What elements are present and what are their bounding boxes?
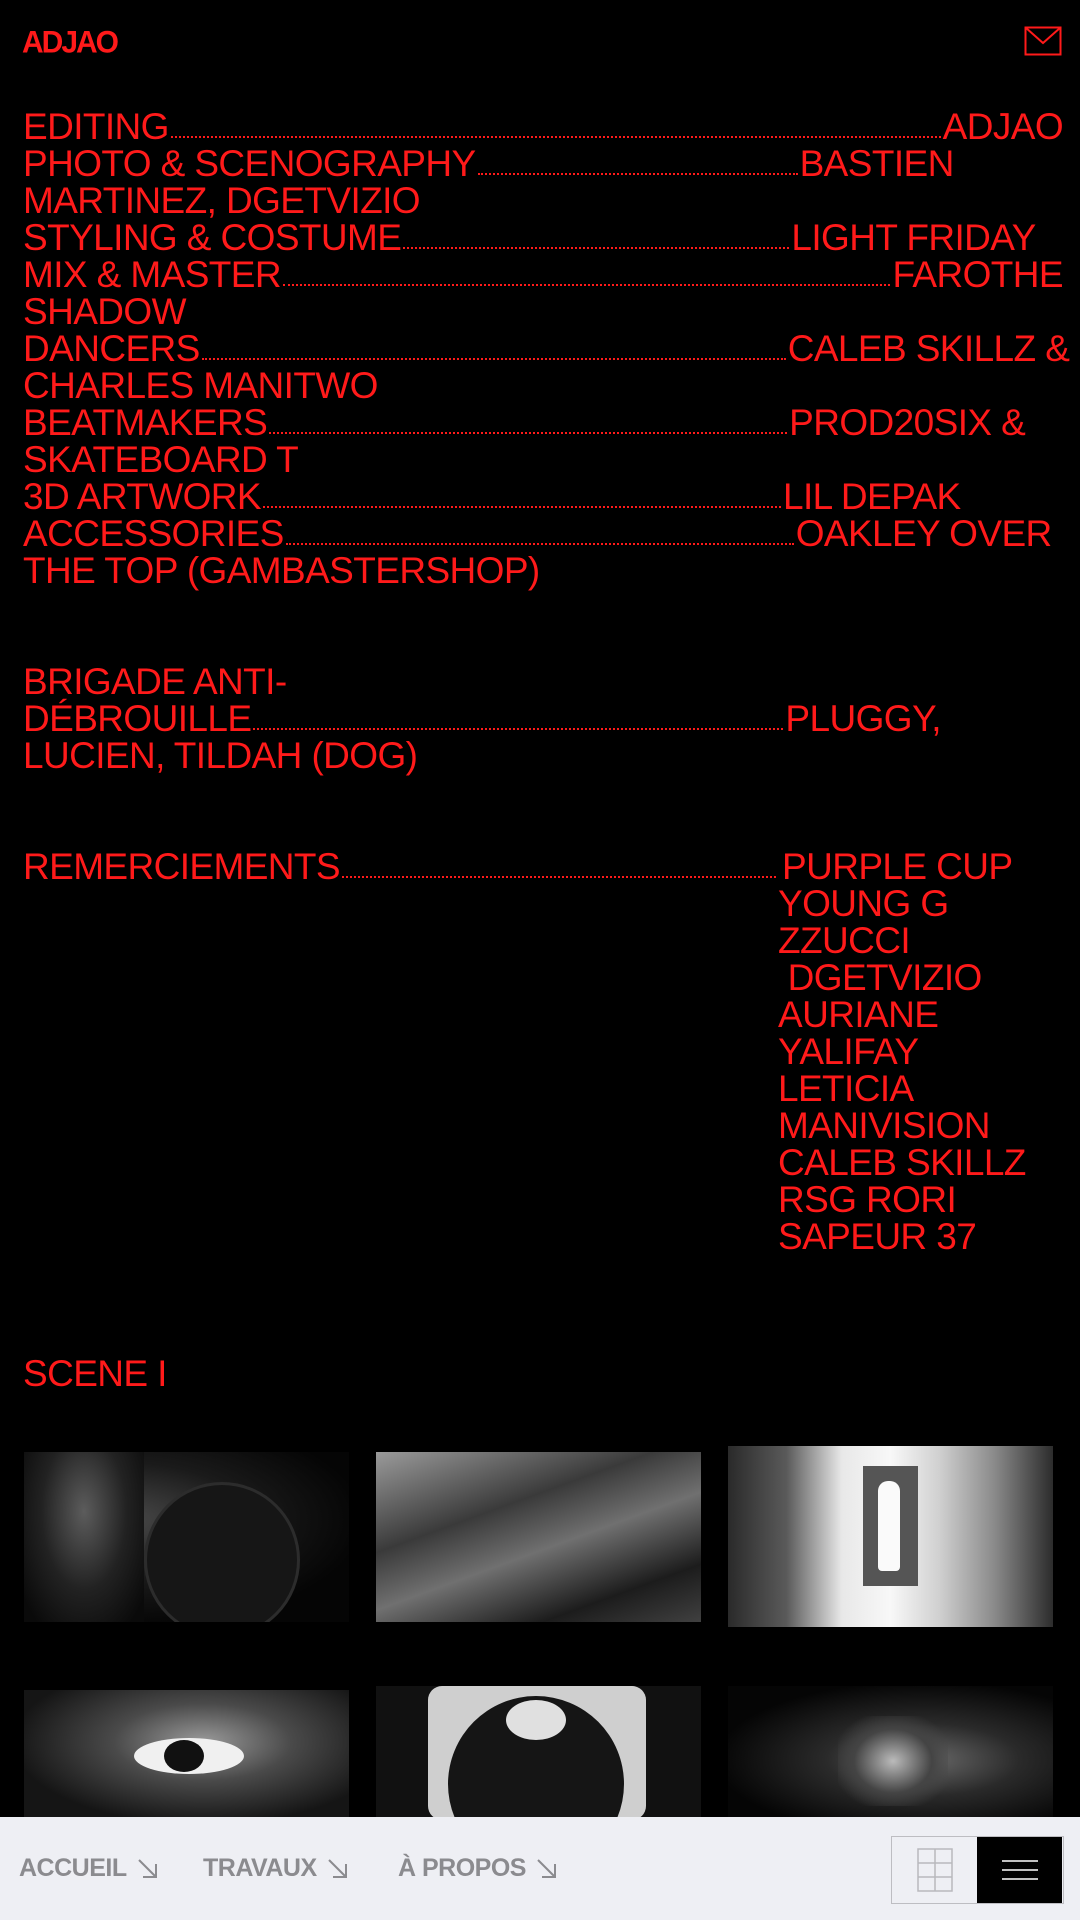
spacer [23, 774, 1063, 848]
gallery-thumbnail[interactable] [24, 1690, 349, 1820]
thanks-name: CALEB SKILLZ [778, 1142, 1026, 1183]
credit-label: DANCERS [23, 328, 200, 369]
gallery-thumbnail[interactable] [24, 1452, 349, 1622]
logo[interactable]: ADJAO [22, 25, 118, 60]
dot-leader [283, 284, 890, 286]
dot-leader [342, 876, 776, 878]
credit-value: PROD20SIX & [789, 402, 1026, 443]
dot-leader [263, 506, 781, 508]
credit-label: ACCESSORIES [23, 513, 284, 554]
dot-leader [478, 173, 798, 175]
arrow-down-right-icon [137, 1858, 159, 1880]
scene-title: SCENE I [23, 1353, 167, 1394]
credit-value: LIGHT FRIDAY [791, 217, 1036, 258]
credit-beatmakers [23, 404, 1063, 478]
grid-view-button[interactable] [892, 1837, 977, 1903]
credit-brigade [23, 663, 1063, 774]
credit-photo [23, 145, 1063, 219]
credit-label: BEATMAKERS [23, 402, 268, 443]
credit-label: REMERCIEMENTS [23, 846, 340, 887]
thanks-list [778, 848, 1026, 1255]
credit-label: 3D ARTWORK [23, 476, 261, 517]
credit-3d-artwork [23, 478, 1063, 515]
nav-label: TRAVAUX [203, 1854, 317, 1882]
thanks-name: YOUNG G [778, 883, 949, 924]
list-view-button[interactable] [977, 1837, 1062, 1903]
thanks-name: RSG RORI [778, 1179, 957, 1220]
thanks-name: ZZUCCI [778, 920, 911, 961]
credit-value-cont: CHARLES MANITWO [23, 365, 378, 406]
credit-value-cont: THE TOP (GAMBASTERSHOP) [23, 550, 540, 591]
dot-leader [202, 358, 786, 360]
view-toggle [891, 1836, 1064, 1904]
envelope-icon[interactable] [1024, 26, 1062, 56]
thanks-name: YALIFAY [778, 1031, 919, 1072]
photo-detail [506, 1700, 566, 1740]
nav-accueil[interactable] [19, 1817, 159, 1920]
thanks-name: DGETVIZIO [778, 957, 982, 998]
credit-label: DÉBROUILLE [23, 698, 252, 739]
photo-detail [838, 1716, 948, 1806]
site-header [0, 0, 1080, 90]
credit-value: FAROTHE [892, 254, 1063, 295]
thanks-name: SAPEUR 37 [778, 1216, 977, 1257]
credit-thanks [23, 848, 1063, 1255]
thanks-name: AURIANE [778, 994, 939, 1035]
thanks-name: PURPLE CUP [782, 846, 1013, 887]
credit-label: PHOTO & SCENOGRAPHY [23, 143, 476, 184]
menu-lines-icon [1002, 1859, 1038, 1881]
dot-leader [253, 728, 783, 730]
photo-detail [164, 1740, 204, 1772]
dot-leader [286, 543, 794, 545]
bottom-nav-bar [0, 1817, 1080, 1920]
credits-list [23, 106, 1070, 1257]
credit-accessories [23, 515, 1063, 589]
credit-editing [23, 108, 1063, 145]
arrow-down-right-icon [536, 1858, 558, 1880]
credit-mix [23, 256, 1063, 330]
thanks-name: LETICIA [778, 1068, 914, 1109]
credit-value: CALEB SKILLZ & [787, 328, 1070, 369]
credit-value: BASTIEN [799, 143, 954, 184]
credit-value-cont: LUCIEN, TILDAH (DOG) [23, 735, 418, 776]
photo-detail [878, 1481, 900, 1571]
credit-value-cont: SKATEBOARD T [23, 439, 299, 480]
gallery-thumbnail[interactable] [376, 1686, 701, 1820]
dot-leader [171, 136, 941, 138]
nav-label: À PROPOS [398, 1854, 526, 1882]
thanks-name: MANIVISION [778, 1105, 990, 1146]
credit-label: EDITING [23, 106, 169, 147]
nav-label: ACCUEIL [19, 1854, 127, 1882]
gallery-thumbnail[interactable] [376, 1452, 701, 1622]
gallery-thumbnail[interactable] [728, 1686, 1053, 1820]
photo-detail [24, 1452, 144, 1622]
credit-value: PLUGGY, [785, 698, 941, 739]
credit-value: LIL DEPAK [782, 476, 961, 517]
credit-label: STYLING & COSTUME [23, 217, 402, 258]
nav-a-propos[interactable] [398, 1817, 558, 1920]
credit-value: ADJAO [942, 106, 1063, 147]
credit-value: OAKLEY OVER [795, 513, 1052, 554]
credit-label-line1: BRIGADE ANTI- [23, 661, 287, 702]
spacer [23, 589, 1063, 663]
arrow-down-right-icon [327, 1858, 349, 1880]
credit-styling [23, 219, 1063, 256]
credit-value-cont: MARTINEZ, DGETVIZIO [23, 180, 420, 221]
photo-detail [144, 1482, 300, 1622]
nav-travaux[interactable] [203, 1817, 349, 1920]
credit-label: MIX & MASTER [23, 254, 281, 295]
gallery-thumbnail[interactable] [728, 1446, 1053, 1627]
dot-leader [269, 432, 787, 434]
credit-value-cont: SHADOW [23, 291, 186, 332]
dot-leader [403, 247, 789, 249]
grid-icon [917, 1848, 953, 1892]
credit-dancers [23, 328, 1070, 406]
